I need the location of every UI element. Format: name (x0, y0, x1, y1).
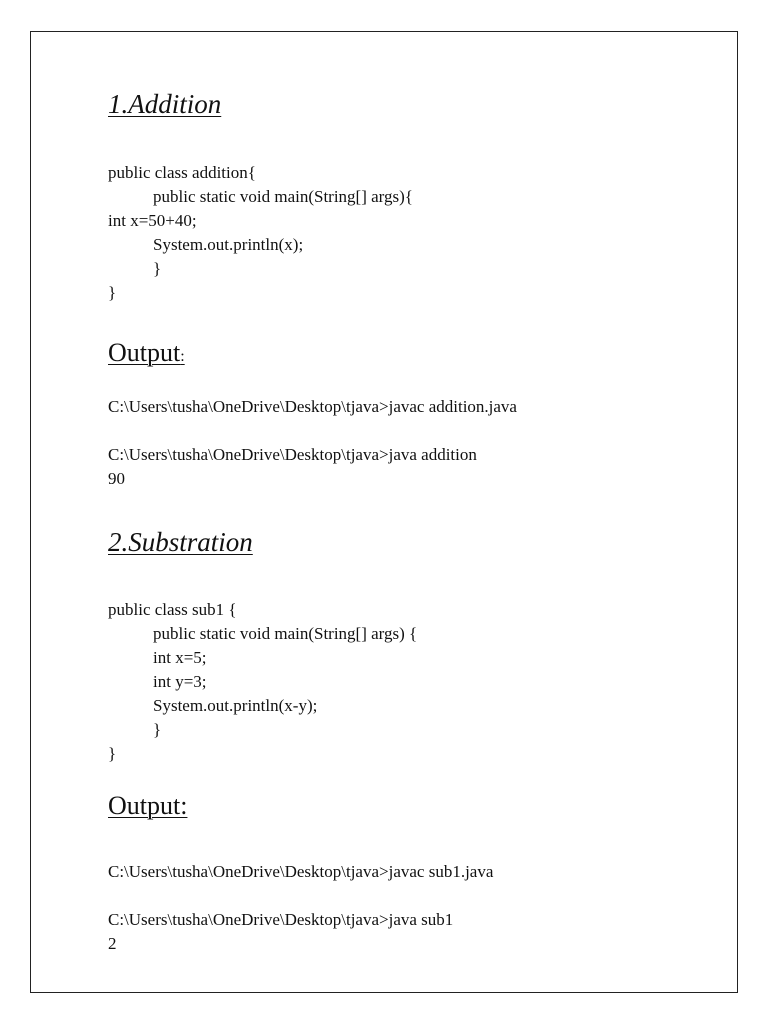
section-heading-substration: 2.Substration (108, 527, 253, 557)
code-line: System.out.println(x-y); (153, 696, 318, 715)
output-heading (108, 338, 185, 368)
output-line: C:\Users\tusha\OneDrive\Desktop\tjava>javac addition.java (108, 397, 517, 416)
code-line: } (153, 259, 162, 278)
code-line: } (108, 283, 117, 302)
code-line: System.out.println(x); (153, 235, 304, 254)
code-line: int x=5; (153, 648, 207, 667)
output-line: C:\Users\tusha\OneDrive\Desktop\tjava>javac sub1.java (108, 862, 494, 881)
output-heading-text: Output (108, 338, 181, 367)
code-line: public class addition{ (108, 163, 256, 182)
code-line: int x=50+40; (108, 211, 197, 230)
output-line: C:\Users\tusha\OneDrive\Desktop\tjava>java addition (108, 445, 477, 464)
output-line: C:\Users\tusha\OneDrive\Desktop\tjava>java sub1 (108, 910, 454, 929)
section-heading-addition: 1.Addition (108, 89, 222, 119)
output-line: 90 (108, 469, 125, 488)
output-heading-colon: : (180, 348, 185, 365)
code-line: } (108, 744, 117, 763)
output-line: 2 (108, 934, 117, 953)
code-line: public static void main(String[] args) { (153, 624, 418, 643)
code-line: public static void main(String[] args){ (153, 187, 413, 206)
output-heading: Output: (108, 791, 188, 820)
code-line: } (153, 720, 162, 739)
code-line: public class sub1 { (108, 600, 237, 619)
code-line: int y=3; (153, 672, 207, 691)
